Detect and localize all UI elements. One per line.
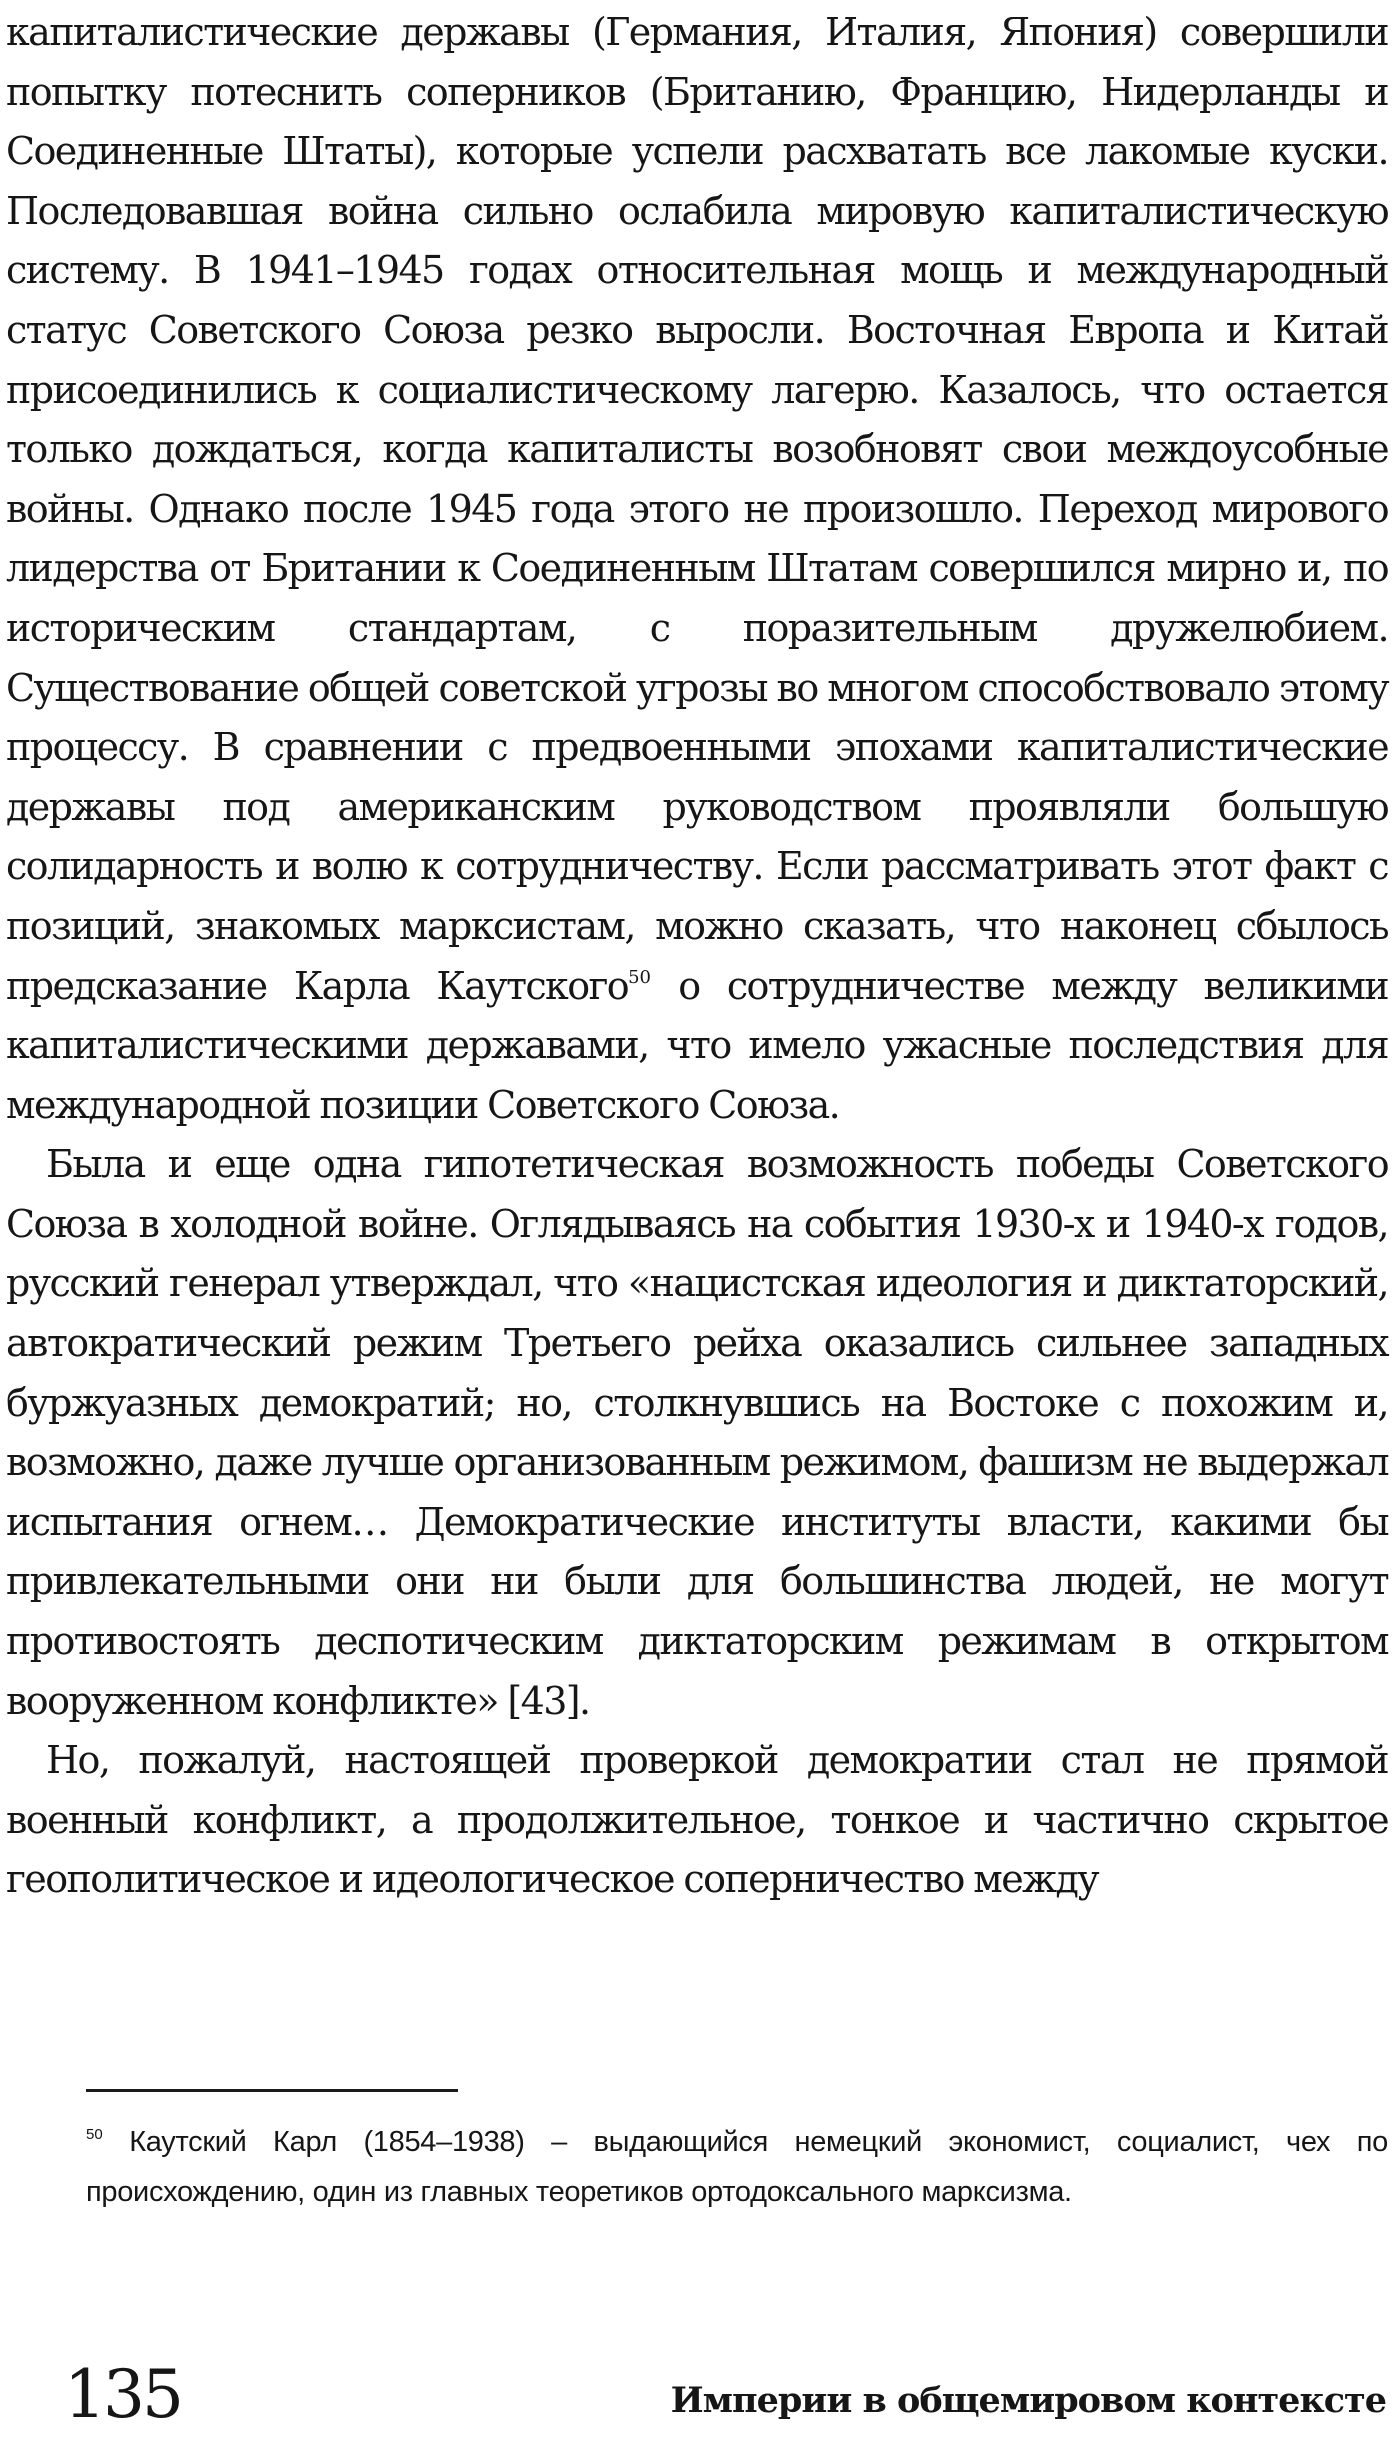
page-number: 135	[64, 2356, 181, 2433]
paragraph-2: Была и еще одна гипотетическая возможность победы Советского Союза в холодной войне. Оглядываясь на события 1930-х и 1940-х годов, русский генерал утверждал, что «нацистская идеология и диктаторский, автократический режим Третьего рейха оказались сильнее западных буржуазных демократий; но, столкнувшись на Востоке с похожим и, возможно, даже лучше организованным режимом, фашизм не выдержал испытания огнем… Демократические институты власти, какими бы привлекательными они ни были для большинства людей, не могут противостоять деспотическим диктаторским режимам в открытом вооруженном конфликте» [43].	[6, 1142, 1388, 1723]
paragraph-1-text: капиталистические державы (Германия, Италия, Япония) совершили попытку потеснить соперников (Британию, Францию, Нидерланды и Соединенные Штаты), которые успели расхватать все лакомые куски. Последовавшая война сильно ослабила мировую капиталистическую систему. В 1941–1945 годах относительная мощь и международный статус Советского Союза резко выросли. Восточная Европа и Китай присоединились к социалистическому лагерю. Казалось, что остается только дождаться, когда капиталисты возобновят свои междоусобные войны. Однако после 1945 года этого не произошло. Переход мирового лидерства от Британии к Соединенным Штатам совершился мирно и, по историческим стандартам, с поразительным дружелюбием. Существование общей советской угрозы во многом способствовало этому процессу. В сравнении с предвоенными эпохами капиталистические державы под американским руководством проявляли большую солидарность и волю к сотрудничеству. Если рассматривать этот факт с позиций, знакомых марксистам, можно сказать, что наконец сбылось предсказание Карла Каутского	[6, 10, 1388, 1008]
main-text	[6, 3, 1388, 1910]
footnote-text: Каутский Карл (1854–1938) – выдающийся немецкий экономист, социалист, чех по происхождению, один из главных теоретиков ортодоксального марксизма.	[86, 2126, 1388, 2208]
book-page	[6, 0, 1388, 2460]
footnote-marker: 50	[86, 2126, 103, 2143]
paragraph-1-text-continued: о сотрудничестве между великими капиталистическими державами, что имело ужасные последствия для международной позиции Советского Союза.	[6, 963, 1388, 1127]
footnote-reference[interactable]: 50	[628, 966, 651, 988]
footnote-separator	[86, 2089, 458, 2092]
footnote	[86, 2117, 1388, 2217]
paragraph-1	[6, 3, 1388, 1135]
running-title: Империи в общемировом контексте	[670, 2380, 1386, 2421]
paragraph-3: Но, пожалуй, настоящей проверкой демократии стал не прямой военный конфликт, а продолжительное, тонкое и частично скрытое геополитическое и идеологическое соперничество между	[6, 1738, 1388, 1902]
